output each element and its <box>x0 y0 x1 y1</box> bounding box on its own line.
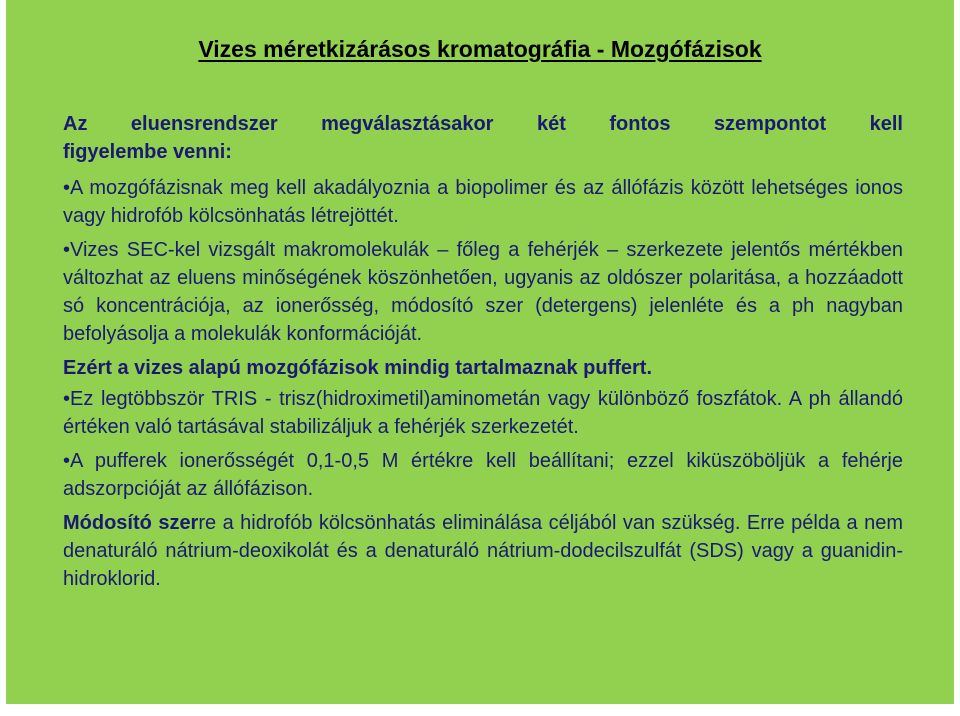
bullet-structure: •Vizes SEC-kel vizsgált makromolekulák – főleg a fehérjék – szerkezete jelentős mértékben változhat az eluens minőségének köszönhetően, ugyanis az oldószer polaritása, a hozzáadott só koncentrációja, az ionerősség, módosító szer (detergens) jelenléte és a ph nagyban befolyásolja a molekulák konformációját. <box>63 239 903 345</box>
intro-paragraph <box>63 110 903 166</box>
slide <box>6 0 954 704</box>
buffer-statement: Ezért a vizes alapú mozgófázisok mindig tartalmaznak puffert. <box>63 357 653 379</box>
intro-line-2: figyelembe venni: <box>63 141 232 163</box>
intro-line-1: Az eluensrendszer megválasztásakor két fontos szempontot kell <box>63 113 903 135</box>
bullet-ionic-strength: •A pufferek ionerősségét 0,1-0,5 M értékre kell beállítani; ezzel kiküszöböljük a fehérje adszorpcióját az állófázison. <box>63 450 903 500</box>
bullet-interactions: •A mozgófázisnak meg kell akadályoznia a biopolimer és az állófázis között lehetséges ionos vagy hidrofób kölcsönhatás létrejöttét. <box>63 177 903 227</box>
slide-body <box>63 110 903 599</box>
modifier-term: Módosító szer <box>63 512 199 534</box>
modifier-paragraph <box>63 509 903 593</box>
bullet-tris: •Ez legtöbbször TRIS - trisz(hidroximetil)aminometán vagy különböző foszfátok. A ph állandó értéken való tartásával stabilizáljuk a fehérjék szerkezetét. <box>63 388 903 438</box>
modifier-text: re a hidrofób kölcsönhatás eliminálása céljából van szükség. Erre példa a nem denaturáló nátrium-deoxikolát és a denaturáló nátrium-dodecilszulfát (SDS) vagy a guanidin-hidroklorid. <box>63 512 904 590</box>
slide-title: Vizes méretkizárásos kromatográfia - Mozgófázisok <box>198 36 762 62</box>
